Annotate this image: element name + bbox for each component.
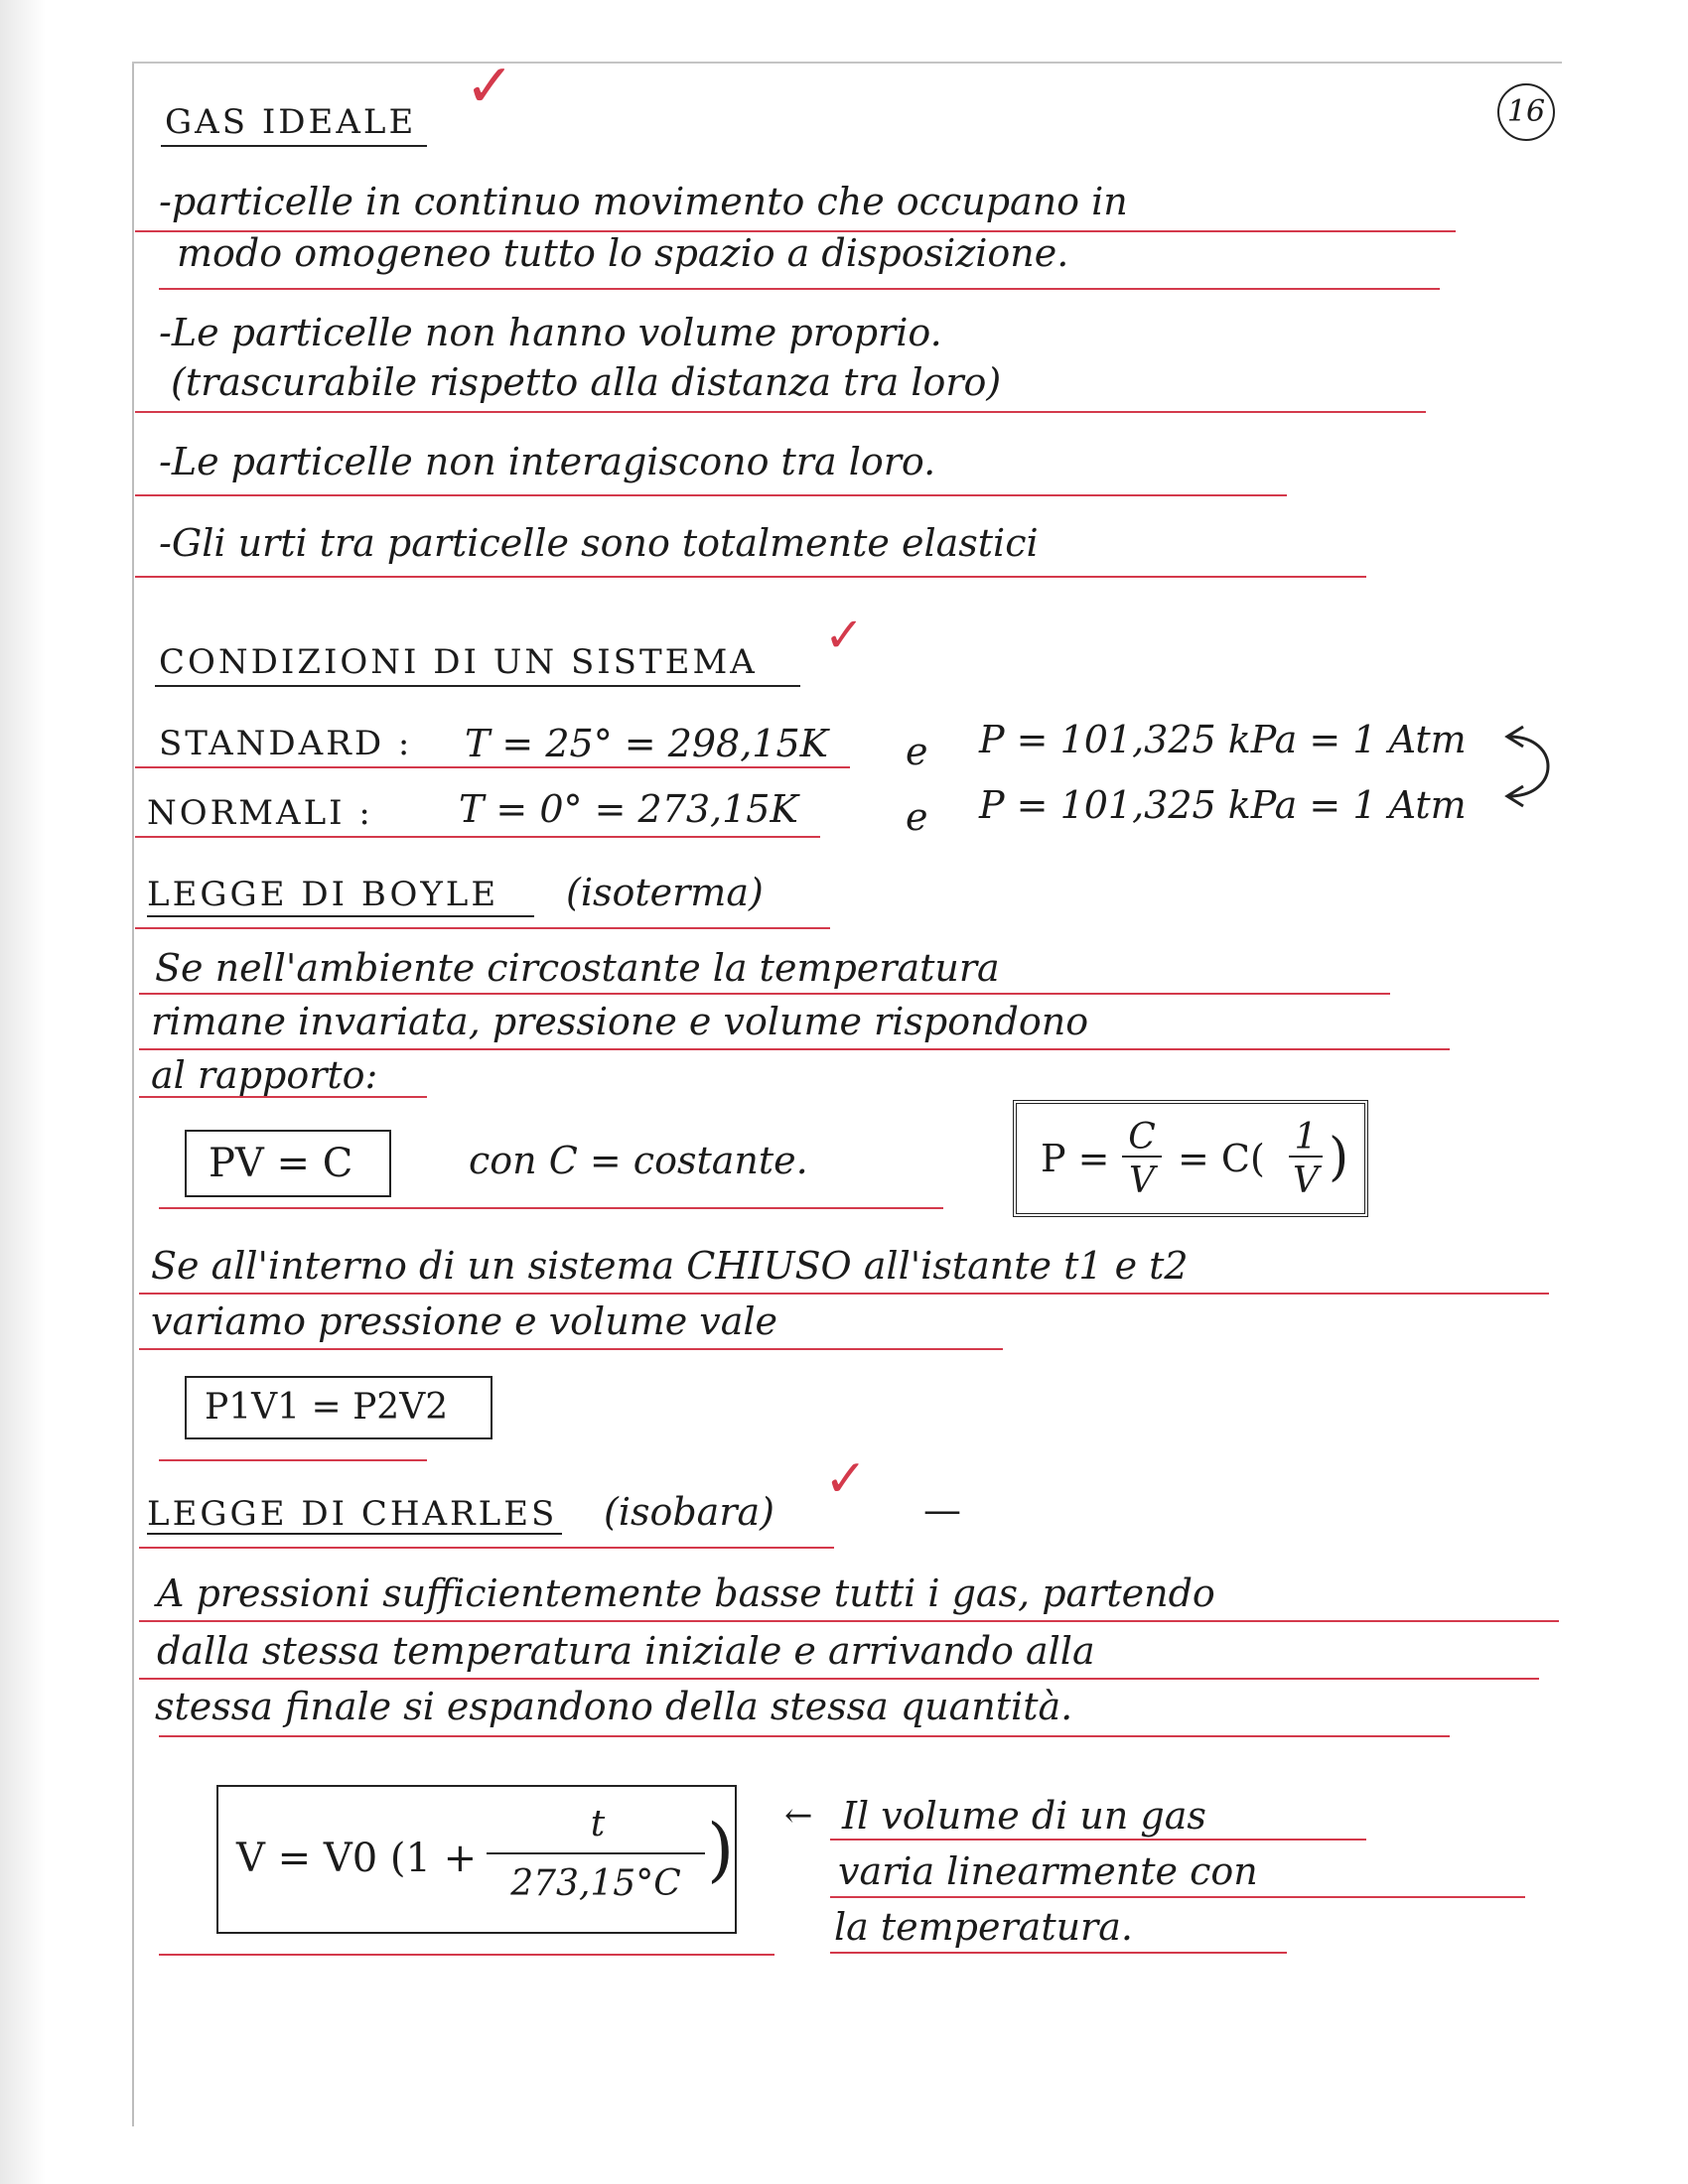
title-underline (161, 145, 427, 147)
gas-point-3: -Le particelle non interagiscono tra loro. (159, 440, 936, 483)
red-underline (159, 1459, 427, 1461)
charles-text-2: dalla stessa temperatura iniziale e arrivando alla (157, 1629, 1095, 1673)
title-underline (147, 915, 534, 917)
formula-p-inner-num: 1 (1294, 1117, 1318, 1158)
red-underline (830, 1896, 1525, 1898)
normali-e: e (906, 795, 928, 839)
title-underline (147, 1533, 562, 1535)
red-underline (135, 411, 1426, 413)
red-underline (159, 1207, 943, 1209)
title-underline (155, 685, 800, 687)
normali-label: NORMALI : (147, 793, 373, 833)
margin-line (132, 62, 134, 2126)
red-underline (830, 1952, 1287, 1954)
formula-charles-num: t (590, 1804, 606, 1844)
charles-text-1: A pressioni sufficientemente basse tutti i gas, partendo (157, 1571, 1215, 1615)
red-underline (159, 1954, 774, 1956)
boyle-text-1: Se nell'ambiente circostante la temperatura (155, 946, 1000, 990)
charles-dash: — (923, 1488, 961, 1532)
formula-p-left: P = (1041, 1137, 1110, 1180)
arrow-left-icon: ← (784, 1796, 813, 1836)
charles-text-3: stessa finale si espandono della stessa quantità. (155, 1685, 1073, 1728)
gas-point-1a: -particelle in continuo movimento che occupano in (159, 180, 1128, 223)
normali-temp: T = 0° = 273,15K (459, 787, 798, 831)
red-underline (139, 1547, 834, 1549)
charles-note-3: la temperatura. (834, 1905, 1133, 1949)
formula-p-num: C (1128, 1117, 1156, 1158)
charles-title: LEGGE DI CHARLES (147, 1494, 558, 1534)
red-check-icon: ✓ (465, 52, 515, 121)
boyle-subtitle: (isoterma) (566, 871, 764, 914)
red-underline (139, 1348, 1003, 1350)
gas-point-4: -Gli urti tra particelle sono totalmente elastici (159, 521, 1039, 565)
red-underline (159, 288, 1440, 290)
red-underline (135, 927, 830, 929)
gas-point-1b: modo omogeneo tutto lo spazio a disposizione. (177, 231, 1069, 275)
fraction-bar (1122, 1156, 1162, 1158)
boyle-text2-1: Se all'interno di un sistema CHIUSO all'istante t1 e t2 (151, 1244, 1189, 1288)
red-underline (135, 766, 850, 768)
formula-charles-left: V = V0 (1 + (236, 1836, 478, 1881)
charles-note-1: Il volume di un gas (842, 1794, 1206, 1838)
red-underline (139, 1620, 1559, 1622)
formula-p-close: ) (1329, 1128, 1349, 1187)
charles-subtitle: (isobara) (604, 1490, 774, 1534)
red-underline (159, 1735, 1450, 1737)
boyle-text2-2: variamo pressione e volume vale (151, 1299, 778, 1343)
red-underline (139, 1678, 1539, 1680)
red-underline (139, 993, 1390, 995)
red-check-icon: ✓ (824, 608, 865, 663)
standard-e: e (906, 730, 928, 773)
red-underline (135, 576, 1366, 578)
condizioni-title: CONDIZIONI DI UN SISTEMA (159, 642, 758, 682)
standard-label: STANDARD : (159, 724, 413, 763)
fraction-bar (1289, 1156, 1323, 1158)
formula-pv-note: con C = costante. (469, 1139, 808, 1182)
red-underline (135, 494, 1287, 496)
double-arrow-icon (1501, 723, 1571, 812)
red-underline (139, 1293, 1549, 1295)
standard-press: P = 101,325 kPa = 1 Atm (979, 718, 1467, 761)
normali-press: P = 101,325 kPa = 1 Atm (979, 783, 1467, 827)
red-underline (139, 1048, 1450, 1050)
formula-pv: PV = C (209, 1141, 353, 1186)
gas-ideale-title: GAS IDEALE (165, 102, 417, 142)
charles-note-2: varia linearmente con (838, 1849, 1258, 1893)
fraction-bar (487, 1852, 705, 1854)
formula-p-inner-den: V (1293, 1160, 1319, 1201)
boyle-text-2: rimane invariata, pressione e volume rispondono (151, 1000, 1089, 1043)
formula-charles-close: ) (707, 1809, 735, 1890)
page-number: 16 (1497, 83, 1555, 141)
standard-temp: T = 25° = 298,15K (465, 722, 829, 765)
gas-point-2b: (trascurabile rispetto alla distanza tra loro) (171, 360, 1002, 404)
boyle-title: LEGGE DI BOYLE (147, 875, 499, 914)
formula-charles-den: 273,15°C (510, 1863, 681, 1904)
scan-edge (0, 0, 46, 2184)
red-underline (830, 1839, 1366, 1841)
top-rule (132, 62, 1562, 64)
boyle-text-3: al rapporto: (151, 1053, 378, 1097)
formula-p-den: V (1129, 1160, 1155, 1201)
red-check-icon: ✓ (824, 1449, 868, 1509)
red-underline (139, 1096, 427, 1098)
formula-p-mid: = C( (1178, 1137, 1265, 1180)
formula-p1v1: P1V1 = P2V2 (205, 1387, 449, 1428)
gas-point-2a: -Le particelle non hanno volume proprio. (159, 311, 942, 354)
red-underline (135, 836, 820, 838)
